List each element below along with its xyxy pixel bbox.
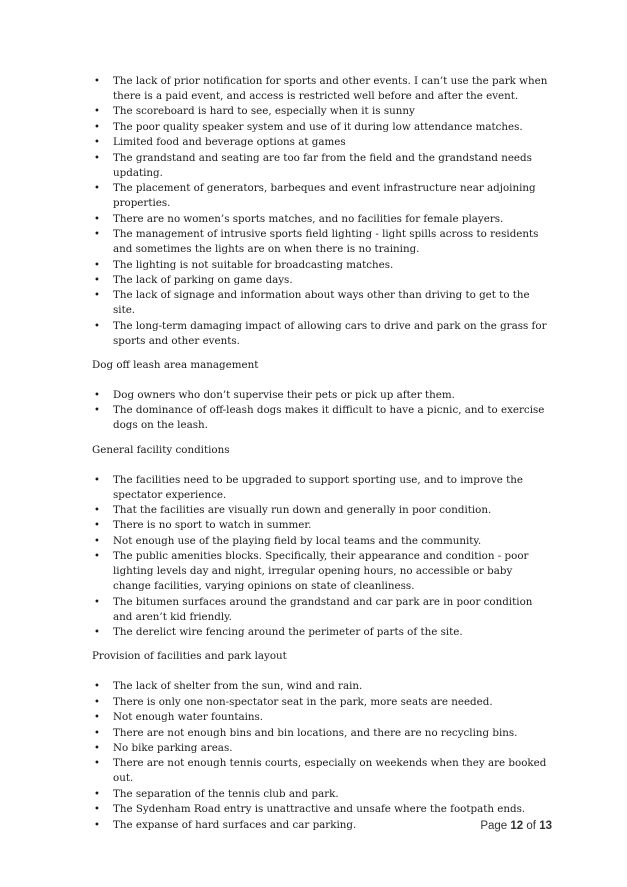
list-item: • That the facilities are visually run down and generally in poor condition. xyxy=(92,503,552,518)
page-label: Page xyxy=(480,820,508,832)
list-item: • The public amenities blocks. Specifically, their appearance and condition - poor lighting levels day and night, irregular opening hours, no accessible or baby change facilities, varying opinions on state of cleanliness. xyxy=(92,549,552,594)
list-item: • The management of intrusive sports field lighting - light spills across to residents and sometimes the lights are on when there is no training. xyxy=(92,227,552,257)
list-item: • The facilities need to be upgraded to support sporting use, and to improve the spectator experience. xyxy=(92,473,552,503)
list-item: • No bike parking areas. xyxy=(92,741,552,756)
section-heading-facility-conditions: General facility conditions xyxy=(92,443,230,456)
list-item: • The long-term damaging impact of allowing cars to drive and park on the grass for sports and other events. xyxy=(92,319,552,349)
bullet-list-park-layout xyxy=(92,679,552,832)
list-item: • There are not enough tennis courts, especially on weekends when they are booked out. xyxy=(92,756,552,786)
current-page-number: 12 xyxy=(510,820,524,832)
list-item: • There are no women’s sports matches, and no facilities for female players. xyxy=(92,212,552,227)
list-item: • The lack of shelter from the sun, wind and rain. xyxy=(92,679,552,694)
list-item: • There is no sport to watch in summer. xyxy=(92,518,552,533)
section-heading-dog-off-leash: Dog off leash area management xyxy=(92,358,259,371)
document-body xyxy=(92,74,552,833)
list-item: • Not enough water fountains. xyxy=(92,710,552,725)
page-number-footer xyxy=(480,820,552,832)
section-heading-park-layout: Provision of facilities and park layout xyxy=(92,650,287,663)
list-item: • The poor quality speaker system and use of it during low attendance matches. xyxy=(92,120,552,135)
list-item: • The bitumen surfaces around the grandstand and car park are in poor condition and aren’t kid friendly. xyxy=(92,595,552,625)
bullet-list-dog-off-leash xyxy=(92,388,552,434)
list-item: • The dominance of off-leash dogs makes it difficult to have a picnic, and to exercise dogs on the leash. xyxy=(92,403,552,433)
list-item: • The lighting is not suitable for broadcasting matches. xyxy=(92,258,552,273)
list-item: • Dog owners who don’t supervise their pets or pick up after them. xyxy=(92,388,552,403)
list-item: • Limited food and beverage options at games xyxy=(92,135,552,150)
list-item: • The placement of generators, barbeques and event infrastructure near adjoining properties. xyxy=(92,181,552,211)
list-item: • The lack of prior notification for sports and other events. I can’t use the park when there is a paid event, and access is restricted well before and after the event. xyxy=(92,74,552,104)
list-item: • The scoreboard is hard to see, especially when it is sunny xyxy=(92,104,552,119)
list-item: • The separation of the tennis club and park. xyxy=(92,787,552,802)
bullet-list-sports-events xyxy=(92,74,552,349)
list-item: • Not enough use of the playing field by local teams and the community. xyxy=(92,534,552,549)
list-item: • There is only one non-spectator seat in the park, more seats are needed. xyxy=(92,695,552,710)
list-item: • There are not enough bins and bin locations, and there are no recycling bins. xyxy=(92,726,552,741)
bullet-list-facility-conditions xyxy=(92,473,552,641)
list-item: • The lack of parking on game days. xyxy=(92,273,552,288)
list-item: • The grandstand and seating are too far from the field and the grandstand needs updating. xyxy=(92,151,552,181)
list-item: • The Sydenham Road entry is unattractive and unsafe where the footpath ends. xyxy=(92,802,552,817)
of-label: of xyxy=(526,820,536,832)
list-item: • The derelict wire fencing around the perimeter of parts of the site. xyxy=(92,625,552,640)
list-item: • The expanse of hard surfaces and car parking. xyxy=(92,818,552,833)
total-pages-number: 13 xyxy=(539,820,552,832)
list-item: • The lack of signage and information about ways other than driving to get to the site. xyxy=(92,288,552,318)
